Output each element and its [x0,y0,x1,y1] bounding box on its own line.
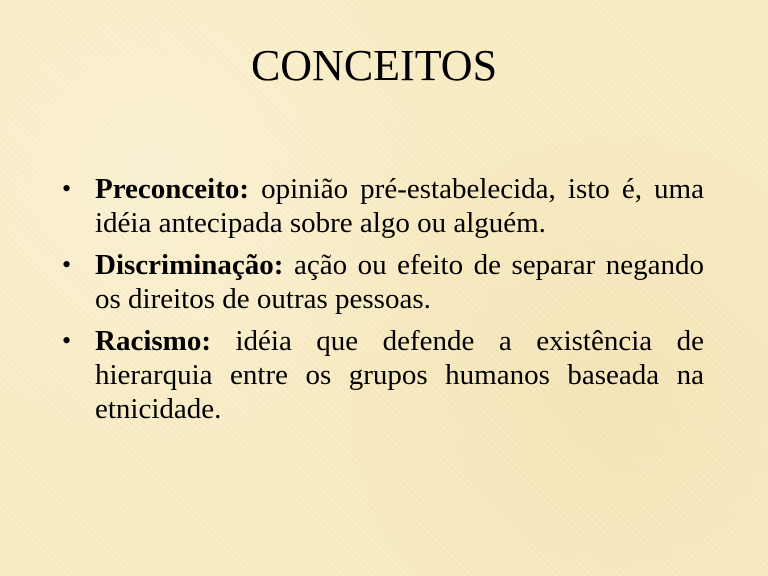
list-item-discriminacao [58,248,704,316]
term-definition: idéia que defende a existência de hierarquia entre os grupos humanos baseada na etnicidade. [95,325,704,425]
term-label: Discriminação: [95,249,294,281]
list-item-preconceito [58,172,704,240]
term-definition: opinião pré-estabelecida, isto é, uma idéia antecipada sobre algo ou alguém. [95,173,704,239]
term-definition: ação ou efeito de separar negando os direitos de outras pessoas. [95,249,704,315]
bullet-icon: • [62,326,72,355]
slide-title: CONCEITOS [250,41,498,90]
list-item-racismo [58,324,704,426]
bullet-icon: • [62,250,72,279]
term-label: Racismo: [95,325,236,357]
term-label: Preconceito: [95,173,262,205]
bullet-icon: • [62,174,72,203]
concept-list [58,172,704,434]
